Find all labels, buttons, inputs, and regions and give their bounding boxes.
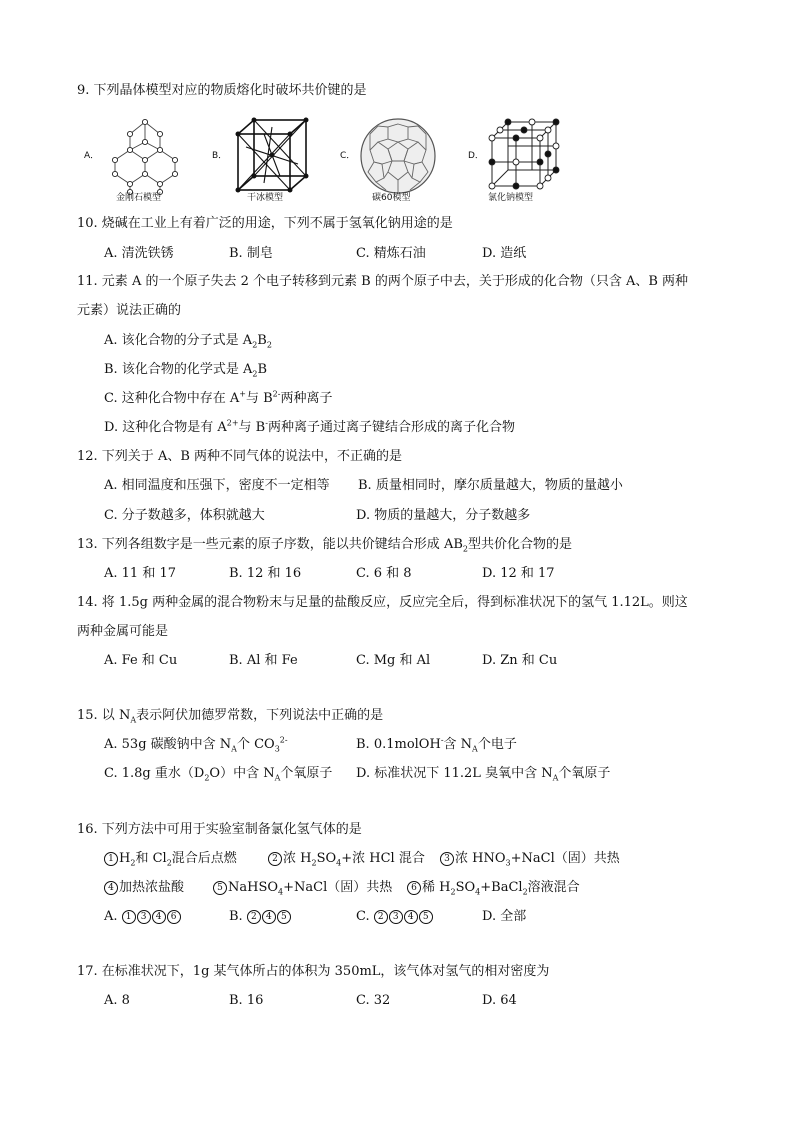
question-12-stem: 12. 下列关于 A、B 两种不同气体的说法中，不正确的是 [77, 449, 403, 464]
question-11-option-c[interactable]: C. 这种化合物中存在 A+与 $B^{2-}$两种离子 [104, 389, 333, 406]
question-16-item-4: 4 加热浓盐酸 [104, 880, 184, 896]
question-17-option-c[interactable]: C. 32 [356, 993, 391, 1008]
question-10-option-d[interactable]: D. 造纸 [482, 246, 527, 261]
question-17-option-a[interactable]: A. 8 [104, 993, 130, 1008]
question-13-option-b[interactable]: B. 12 和 16 [229, 566, 302, 581]
question-17-option-b[interactable]: B. 16 [229, 993, 264, 1008]
question-14-option-b[interactable]: B. Al 和 Fe [229, 653, 298, 668]
question-14-option-d[interactable]: D. Zn 和 Cu [482, 653, 558, 668]
question-11-stem-line1: 11. 元素 A 的一个原子失去 2 个电子转移到元素 B 的两个原子中去，关于形成的化合物（只含 A、B 两种 [77, 274, 689, 289]
question-16-item-5: 5 NaHSO$_4$+NaCl（固）共热 [213, 880, 392, 896]
question-17-stem: 17. 在标准状况下，1g 某气体所占的体积为 350mL，该气体对氢气的相对密度为 [77, 964, 550, 979]
figure-b-caption: 干冰模型 [247, 193, 284, 203]
question-16-option-b[interactable]: B. 2 4 5 [229, 909, 292, 925]
dry-ice-structure-icon [228, 112, 316, 202]
question-16-item-1: 1 $H_2$和 $Cl_2$混合后点燃 [104, 851, 237, 867]
question-15-option-d[interactable]: D. 标准状况下 11.2L 臭氧中含 $N_A$个氧原子 [356, 766, 611, 783]
question-10-option-a[interactable]: A. 清洗铁锈 [104, 246, 174, 261]
question-9-stem: 9. 下列晶体模型对应的物质熔化时破坏共价键的是 [77, 83, 367, 98]
fullerene-c60-icon [356, 112, 440, 202]
question-13-stem: 13. 下列各组数字是一些元素的原子序数，能以共价键结合形成 $AB_2$型共价化合物的是 [77, 537, 572, 554]
question-16-option-d[interactable]: D. 全部 [482, 909, 527, 924]
circled-number: 1 [104, 852, 118, 866]
question-14-stem-line1: 14. 将 1.5g 两种金属的混合物粉末与足量的盐酸反应，反应完全后，得到标准状况下的氢气 1.12L。则这 [77, 595, 688, 610]
circled-number: 3 [440, 852, 454, 866]
figure-a-caption: 金刚石模型 [116, 193, 162, 203]
question-16-item-3: 3 浓 $HNO_3+NaCl$（固）共热 [440, 851, 620, 867]
question-10-option-b[interactable]: B. 制皂 [229, 246, 273, 261]
question-15-option-c[interactable]: C. 1.8g 重水$(D_2O)$中含 $N_A$个氧原子 [104, 766, 333, 783]
question-17-option-d[interactable]: D. 64 [482, 993, 517, 1008]
figure-b-letter: B． [212, 151, 228, 161]
nacl-structure-icon [484, 112, 562, 202]
question-16-item-6: 6 稀 $H_2SO_4+BaCl_2$溶液混合 [407, 880, 580, 896]
question-11-option-b[interactable]: B. 该化合物的化学式是 $A_2B$ [104, 362, 267, 379]
question-14-option-c[interactable]: C. Mg 和 Al [356, 653, 431, 668]
question-16-option-c[interactable]: C. 2 3 4 5 [356, 909, 434, 925]
question-15-option-b[interactable]: B. 0.1molOH-含 $N_A$个电子 [356, 735, 517, 754]
circled-number: 5 [213, 881, 227, 895]
question-16-option-a[interactable]: A. 1 3 4 6 [104, 909, 182, 925]
question-13-option-c[interactable]: C. 6 和 8 [356, 566, 412, 581]
question-14-option-a[interactable]: A. Fe 和 Cu [104, 653, 178, 668]
question-15-option-a[interactable]: A. 53g 碳酸钠中含 $N_A$个 $CO_3^{2-}$ [104, 735, 288, 754]
circled-number: 2 [268, 852, 282, 866]
question-10-option-c[interactable]: C. 精炼石油 [356, 246, 426, 261]
question-12-option-b[interactable]: B. 质量相同时，摩尔质量越大，物质的量越小 [358, 478, 623, 493]
question-14-stem-line2: 两种金属可能是 [77, 624, 169, 639]
question-13-option-d[interactable]: D. 12 和 17 [482, 566, 555, 581]
circled-number: 6 [407, 881, 421, 895]
figure-d-letter: D． [468, 151, 484, 161]
question-15-stem: 15. 以 $N_A$表示阿伏加德罗常数，下列说法中正确的是 [77, 708, 384, 725]
question-12-option-c[interactable]: C. 分子数越多，体积就越大 [104, 508, 265, 523]
question-12-option-d[interactable]: D. 物质的量越大，分子数越多 [356, 508, 531, 523]
figure-d-caption: 氯化钠模型 [488, 193, 534, 203]
question-16-stem: 16. 下列方法中可用于实验室制备氯化氢气体的是 [77, 822, 362, 837]
figure-c-letter: C． [340, 151, 356, 161]
question-12-option-a[interactable]: A. 相同温度和压强下，密度不一定相等 [104, 478, 330, 493]
question-13-option-a[interactable]: A. 11 和 17 [104, 566, 177, 581]
diamond-structure-icon [100, 112, 190, 202]
figure-a-letter: A． [84, 151, 100, 161]
question-11-option-a[interactable]: A. 该化合物的分子式是 $A_2B_2$ [104, 333, 272, 350]
figure-c-caption: 碳60模型 [372, 193, 411, 203]
question-11-stem-line2: 元素）说法正确的 [77, 303, 182, 318]
question-11-option-d[interactable]: D. 这种化合物是有 $A^{2+}$与 B-两种离子通过离子键结合形成的离子化合物 [104, 418, 515, 435]
question-16-item-2: 2 浓 $H_2SO_4+$浓 HCl 混合 [268, 851, 425, 867]
question-10-stem: 10. 烧碱在工业上有着广泛的用途，下列不属于氢氧化钠用途的是 [77, 216, 453, 231]
circled-number: 4 [104, 881, 118, 895]
